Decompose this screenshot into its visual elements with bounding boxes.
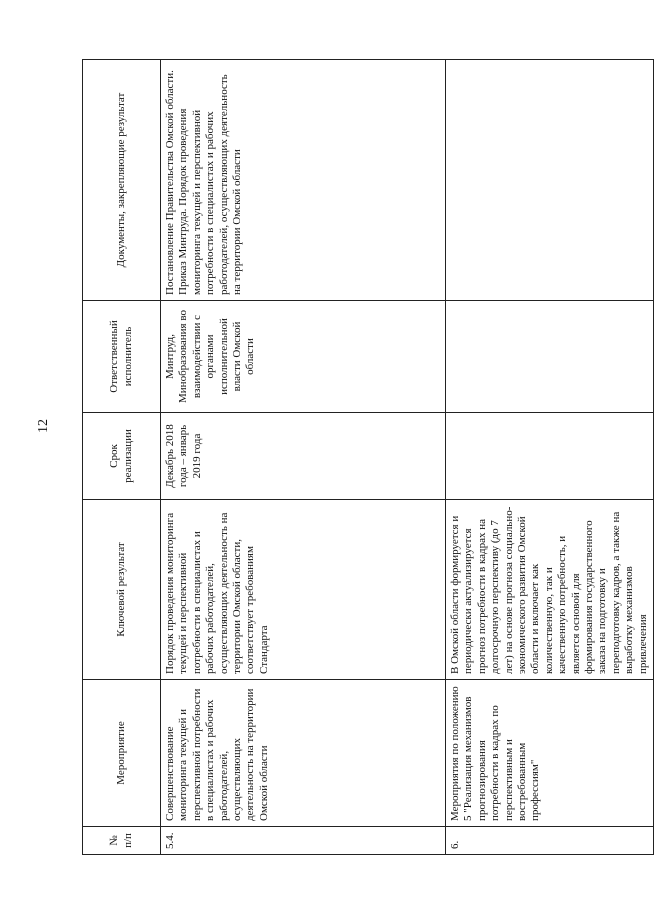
row-term: [446, 413, 654, 500]
row-result: Порядок проведения мониторинга текущей и перспективной потребности в специалистах и рабочих работодателей, осуществляющих деятельность на территории Омской области, соответствует требованиям Стандарта: [161, 500, 446, 680]
page-number: 12: [36, 419, 51, 433]
table-header-row: [83, 60, 161, 855]
header-documents: Документы, закрепляющие результат: [83, 60, 161, 301]
row-documents: Постановление Правительства Омской области. Приказ Минтруда. Порядок проведения мониторинга текущей и перспективной потребности в специалистах и рабочих работодателей, осуществляющих деятельность на территории Омской области: [161, 60, 446, 301]
rotated-table-container: [82, 60, 649, 855]
header-term: Срок реализации: [83, 413, 161, 500]
table-row: [446, 60, 654, 855]
measures-table: [82, 59, 654, 855]
header-result: Ключевой результат: [83, 500, 161, 680]
header-number: № п/п: [83, 827, 161, 855]
row-number: 5.4.: [161, 827, 446, 855]
row-executor: Минтруд, Минобразования во взаимодействии с органами исполнительной власти Омской области: [161, 301, 446, 413]
row-event: Совершенствование мониторинга текущей и перспективной потребности в специалистах и рабочих работодателей, осуществляющих деятельность на территории Омской области: [161, 680, 446, 827]
row-result: В Омской области формируется и периодически актуализируется прогноз потребности в кадрах на долгосрочную перспективу (до 7 лет) на основе прогноза социально-экономического развития Омской области и включает как количественную, так и качественную потребность, и является основой для формирования государственного заказа на подготовку и переподготовку кадров, а также на выработку механизмов привлечения: [446, 500, 654, 680]
header-executor: Ответственный исполнитель: [83, 301, 161, 413]
header-event: Мероприятие: [83, 680, 161, 827]
row-number: 6.: [446, 827, 654, 855]
row-event: Мероприятия по положению 5 "Реализация механизмов прогнозирования потребности в кадрах по перспективным и востребованным профессиям": [446, 680, 654, 827]
row-term: Декабрь 2018 года – январь 2019 года: [161, 413, 446, 500]
row-documents: [446, 60, 654, 301]
row-executor: [446, 301, 654, 413]
table-row: [161, 60, 446, 855]
